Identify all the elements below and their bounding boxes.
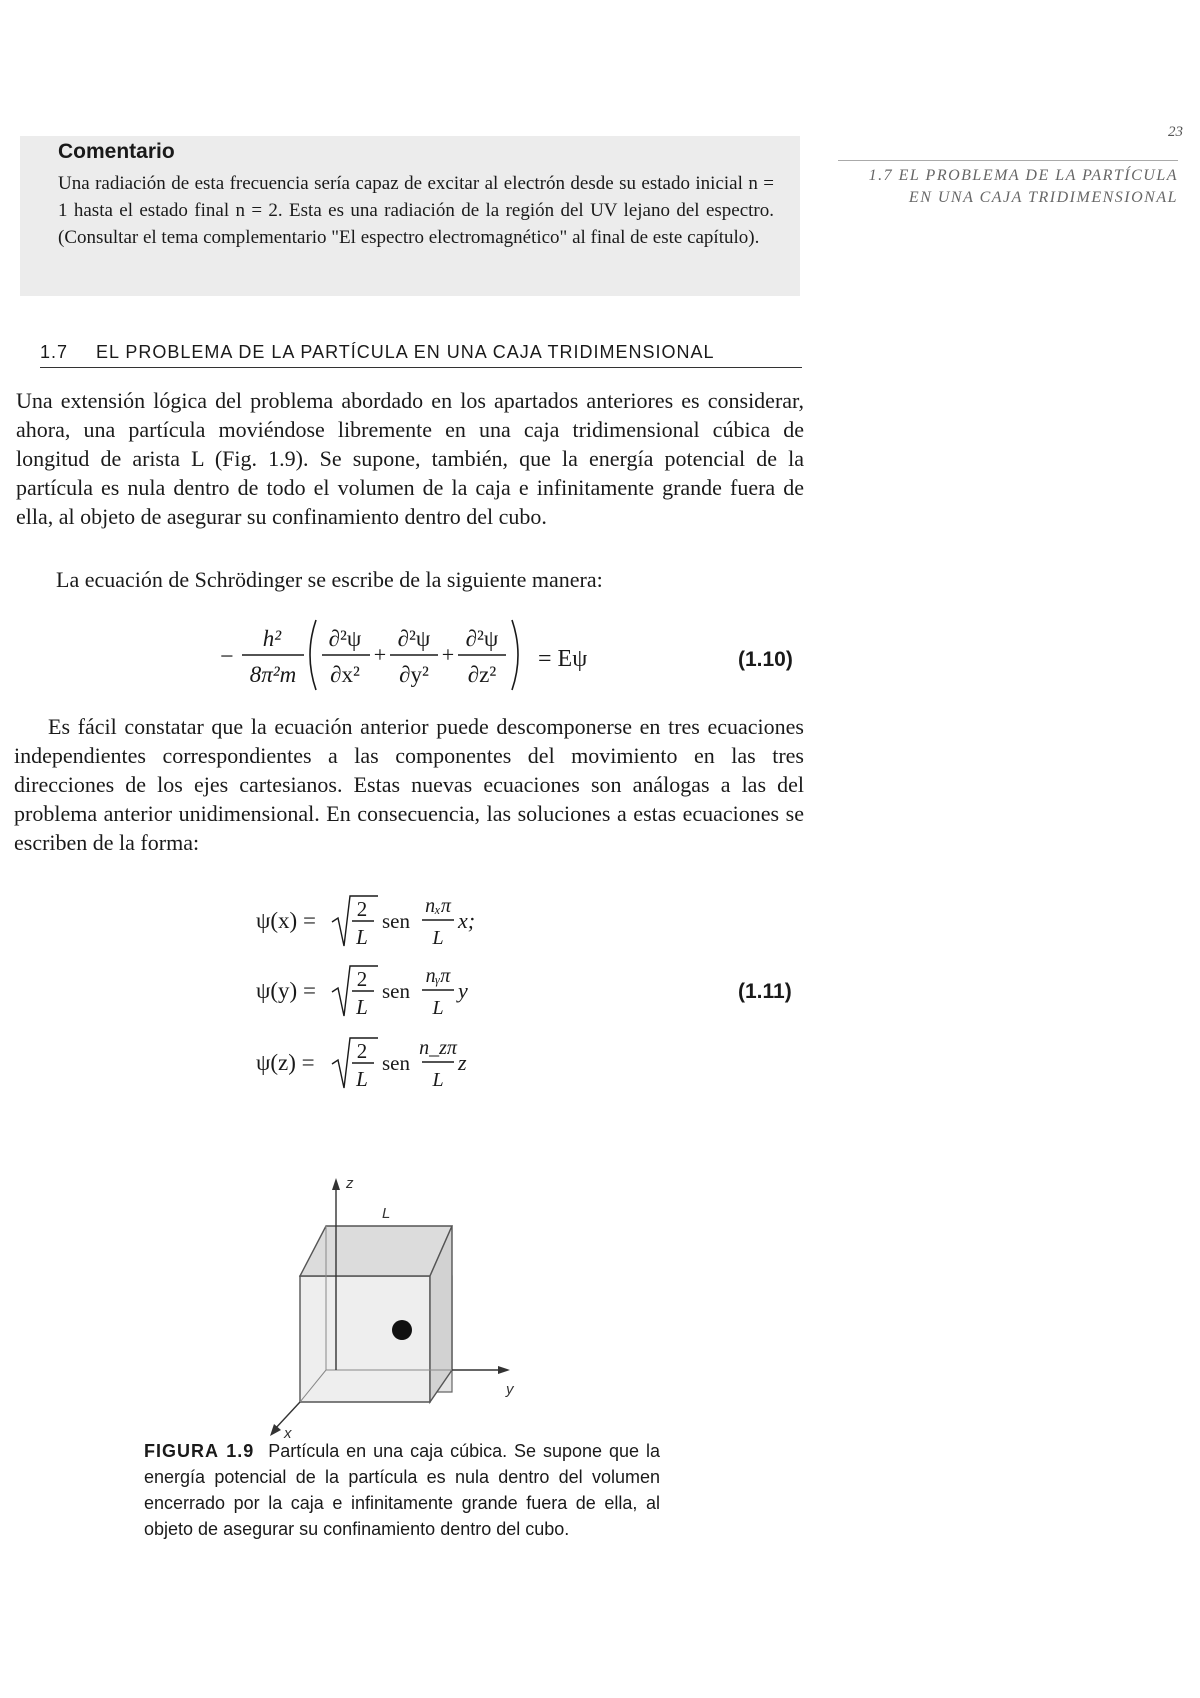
eq-term-den: ∂y² bbox=[399, 662, 429, 687]
root-num: 2 bbox=[356, 967, 368, 991]
sen-label: sen bbox=[382, 1051, 410, 1075]
eq-term-num: ∂²ψ bbox=[397, 626, 431, 651]
frac-num: nₓπ bbox=[425, 895, 451, 917]
eq-tail: z bbox=[458, 1050, 467, 1075]
eq-lhs: ψ(z) = bbox=[256, 1050, 315, 1075]
eq-plus: + bbox=[441, 642, 455, 667]
equation-1-11-line bbox=[256, 1030, 496, 1096]
frac-den: L bbox=[432, 997, 444, 1019]
right-paren bbox=[512, 620, 518, 690]
eq-term-num: ∂²ψ bbox=[465, 626, 499, 651]
eq-coef-num: h² bbox=[262, 626, 282, 651]
eq-term-den: ∂x² bbox=[330, 662, 360, 687]
comment-box bbox=[20, 136, 800, 296]
frac-den: L bbox=[432, 927, 444, 949]
eq-lhs: ψ(x) = bbox=[256, 908, 316, 933]
eq-lhs: ψ(y) = bbox=[256, 978, 316, 1003]
y-axis-label: y bbox=[506, 1381, 514, 1398]
body-paragraph: La ecuación de Schrödinger se escribe de la siguiente manera: bbox=[56, 567, 603, 592]
x-axis-label: x bbox=[284, 1425, 292, 1440]
equation-1-11-line bbox=[256, 958, 496, 1024]
equation-number: (1.10) bbox=[738, 648, 793, 671]
left-paren bbox=[310, 620, 316, 690]
z-axis-label: z bbox=[346, 1175, 354, 1192]
root-den: L bbox=[356, 995, 368, 1019]
frac-num: nᵧπ bbox=[425, 965, 451, 987]
running-head-line: EN UNA CAJA TRIDIMENSIONAL bbox=[908, 189, 1178, 206]
sen-label: sen bbox=[382, 909, 410, 933]
root-den: L bbox=[356, 925, 368, 949]
cube-front-face bbox=[300, 1276, 430, 1402]
sen-label: sen bbox=[382, 979, 410, 1003]
equation-1-10 bbox=[220, 610, 550, 700]
figure-cube-diagram bbox=[270, 1170, 540, 1440]
cube-top-face-outline bbox=[300, 1226, 452, 1276]
section-title: EL PROBLEMA DE LA PARTÍCULA EN UNA CAJA TRIDIMENSIONAL bbox=[96, 342, 715, 362]
equation-number: (1.11) bbox=[738, 980, 792, 1003]
eq-tail: y bbox=[458, 978, 468, 1003]
x-axis-arrow bbox=[270, 1424, 281, 1436]
figure-caption-label: FIGURA 1.9 bbox=[144, 1441, 255, 1461]
eq-rhs: = Eψ bbox=[538, 646, 588, 672]
eq-term-den: ∂z² bbox=[467, 662, 497, 687]
eq-minus: − bbox=[220, 644, 234, 670]
y-axis-arrow bbox=[498, 1366, 510, 1374]
root-den: L bbox=[356, 1067, 368, 1091]
body-paragraph: Es fácil constatar que la ecuación anterior puede descomponerse en tres ecuaciones independientes correspondientes a las componentes del movimiento en las tres direcciones de los ejes cartesianos. Estas nuevas ecuaciones son análogas a las del problema anterior unidimensional. En consecuencia, las soluciones a estas ecuaciones se escriben de la forma: bbox=[14, 714, 804, 855]
comment-text: Una radiación de esta frecuencia sería capaz de excitar al electrón desde su estado inicial n = 1 hasta el estado final n = 2. Esta es una radiación de la región del UV lejano del espectro. (Consultar el tema complementario "El espectro electromagnético" al final de este capítulo). bbox=[58, 173, 774, 248]
eq-coef-den: 8π²m bbox=[249, 662, 297, 687]
frac-den: L bbox=[432, 1069, 444, 1091]
eq-tail: x; bbox=[458, 908, 476, 933]
comment-title: Comentario bbox=[58, 140, 175, 163]
running-head-line: 1.7 EL PROBLEMA DE LA PARTÍCULA bbox=[868, 167, 1178, 184]
z-axis-arrow bbox=[332, 1178, 340, 1190]
eq-plus: + bbox=[373, 642, 387, 667]
section-number: 1.7 bbox=[40, 342, 69, 362]
root-num: 2 bbox=[356, 897, 368, 921]
edge-length-label: L bbox=[382, 1205, 391, 1222]
body-paragraph: Una extensión lógica del problema abordado en los apartados anteriores es considerar, ahora, una partícula moviéndose libremente en una caja tridimensional cúbica de longitud de arista L (Fig. 1.9). Se supone, también, que la energía potencial de la partícula es nula dentro de todo el volumen de la caja e infinitamente grande fuera de ella, al objeto de asegurar su confinamiento dentro del cubo. bbox=[16, 388, 804, 529]
eq-term-num: ∂²ψ bbox=[328, 626, 362, 651]
page-number: 23 bbox=[1168, 124, 1183, 140]
root-num: 2 bbox=[356, 1039, 368, 1063]
running-head bbox=[838, 160, 1178, 209]
figure-caption-text: Partícula en una caja cúbica. Se supone que la energía potencial de la partícula es nula dentro del volumen encerrado por la caja e infinitamente grande fuera de ella, al objeto de asegurar su confinamiento dentro del cubo. bbox=[144, 1441, 660, 1539]
section-heading bbox=[40, 342, 802, 368]
particle-dot bbox=[392, 1320, 412, 1340]
figure-caption bbox=[144, 1438, 660, 1542]
frac-num: n_zπ bbox=[419, 1037, 457, 1059]
equation-1-11-line bbox=[256, 888, 496, 954]
